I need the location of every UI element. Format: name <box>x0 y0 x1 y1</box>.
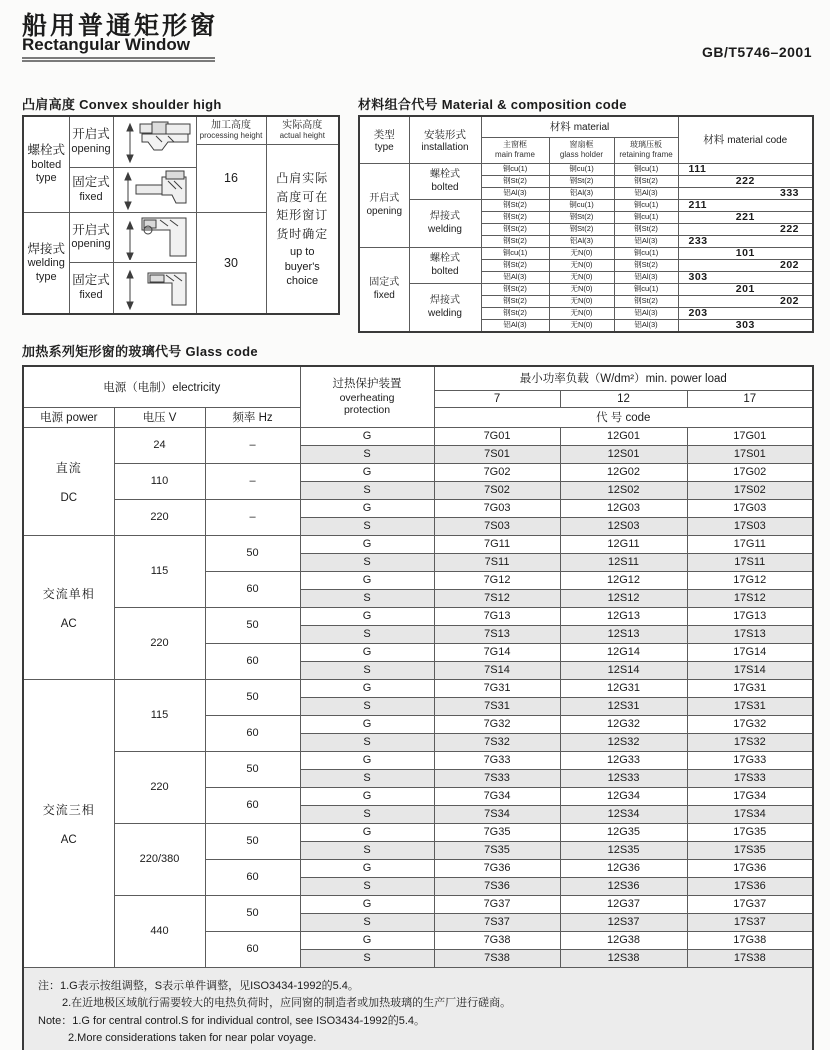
glass-code-12: 12G14 <box>560 643 687 661</box>
glass-code-7: 7G36 <box>434 859 560 877</box>
convex-table-caption: 凸肩高度 Convex shoulder high <box>22 97 222 112</box>
material-code-value: 303 <box>678 319 813 332</box>
glass-code-17: 17G33 <box>687 751 813 769</box>
min-power-load-header: 最小功率负载（W/dm²）min. power load <box>434 366 813 390</box>
glass-code-12: 12G34 <box>560 787 687 805</box>
glass-holder-material-cell: 无N(0) <box>549 271 614 283</box>
retaining-frame-material-cell: 铝Al(3) <box>614 319 678 332</box>
protection-value-cell: S <box>300 805 434 823</box>
electricity-header: 电源（电制）electricity <box>23 366 300 407</box>
protection-value-cell: G <box>300 823 434 841</box>
power-source-cell <box>23 427 114 535</box>
material-type-cell <box>359 163 409 247</box>
glass-code-17: 17G01 <box>687 427 813 445</box>
glass-code-17: 17G31 <box>687 679 813 697</box>
material-code-value: 203 <box>678 307 813 319</box>
install-label-en: bolted <box>431 266 459 277</box>
glass-code-7: 7S36 <box>434 877 560 895</box>
glass-holder-material-cell: 无N(0) <box>549 307 614 319</box>
material-code-value: 202 <box>678 259 813 271</box>
protection-value-cell: S <box>300 553 434 571</box>
glass-code-row <box>23 607 813 625</box>
glass-table-caption: 加热系列矩形窗的玻璃代号 Glass code <box>22 344 258 359</box>
voltage-value-cell: 440 <box>114 895 205 967</box>
main-frame-material-cell: 钢St(2) <box>481 235 549 247</box>
retaining-frame-material-cell: 铝Al(3) <box>614 235 678 247</box>
protection-value-cell: S <box>300 697 434 715</box>
protection-value-cell: S <box>300 589 434 607</box>
glass-code-17: 17G13 <box>687 607 813 625</box>
main-frame-material-cell: 铜cu(1) <box>481 247 549 259</box>
bolted-opening-cell: 开启式 opening <box>69 116 113 167</box>
glass-holder-material-cell: 钢St(2) <box>549 175 614 187</box>
retaining-frame-header: 玻璃压板 retaining frame <box>614 137 678 163</box>
protection-value-cell: G <box>300 895 434 913</box>
material-code-value: 233 <box>678 235 813 247</box>
glass-code-17: 17G12 <box>687 571 813 589</box>
type-header: 类型 type <box>359 116 409 163</box>
glass-code-7: 7S11 <box>434 553 560 571</box>
glass-code-12: 12G33 <box>560 751 687 769</box>
material-table-caption: 材料组合代号 Material & composition code <box>358 97 627 112</box>
glass-code-17: 17G38 <box>687 931 813 949</box>
glass-code-17: 17S03 <box>687 517 813 535</box>
glass-code-17: 17S38 <box>687 949 813 967</box>
actual-height-header: 实际高度 actual height <box>266 116 339 144</box>
glass-holder-material-cell: 无N(0) <box>549 259 614 271</box>
glass-code-17: 17S35 <box>687 841 813 859</box>
power-header: 电源 power <box>23 407 114 427</box>
glass-code-17: 17S12 <box>687 589 813 607</box>
install-label-cn: 焊接式 <box>430 210 460 222</box>
voltage-value-cell: 115 <box>114 679 205 751</box>
glass-code-12: 12S33 <box>560 769 687 787</box>
protection-value-cell: S <box>300 661 434 679</box>
main-frame-material-cell: 钢St(2) <box>481 295 549 307</box>
type-label-en: fixed <box>373 290 395 301</box>
main-frame-material-cell: 钢St(2) <box>481 259 549 271</box>
frequency-value-cell: 50 <box>205 895 300 931</box>
glass-code-12: 12S11 <box>560 553 687 571</box>
processing-height-welding-value: 30 <box>196 212 266 314</box>
bolted-label-en: bolted <box>31 158 62 171</box>
frequency-value-cell: 50 <box>205 751 300 787</box>
glass-code-7: 7S31 <box>434 697 560 715</box>
protection-value-cell: S <box>300 733 434 751</box>
welding-fixed-diagram <box>113 262 196 314</box>
glass-holder-material-cell: 无N(0) <box>549 295 614 307</box>
glass-code-12: 12G01 <box>560 427 687 445</box>
frequency-value-cell: 50 <box>205 607 300 643</box>
glass-code-7: 7G33 <box>434 751 560 769</box>
glass-code-7: 7S38 <box>434 949 560 967</box>
material-code-value: 111 <box>678 163 813 175</box>
glass-code-12: 12S02 <box>560 481 687 499</box>
glass-code-17: 17G02 <box>687 463 813 481</box>
frequency-value-cell: 60 <box>205 571 300 607</box>
glass-code-17: 17G36 <box>687 859 813 877</box>
main-frame-material-cell: 钢St(2) <box>481 307 549 319</box>
note-cn-1: 注：1.G表示按组调整，S表示单件调整，见ISO3434-1992的5.4。 <box>38 979 359 992</box>
glass-code-17: 17G35 <box>687 823 813 841</box>
glass-holder-material-cell: 铜cu(1) <box>549 199 614 211</box>
glass-code-17: 17S31 <box>687 697 813 715</box>
glass-code-12: 12G12 <box>560 571 687 589</box>
voltage-header: 电压 V <box>114 407 205 427</box>
load-12-header: 12 <box>560 390 687 407</box>
bolted-fixed-diagram <box>113 167 196 212</box>
protection-value-cell: G <box>300 859 434 877</box>
glass-code-7: 7G12 <box>434 571 560 589</box>
material-code-value: 222 <box>678 175 813 187</box>
frequency-value-cell: 60 <box>205 931 300 967</box>
material-code-value: 202 <box>678 295 813 307</box>
processing-height-bolted-value: 16 <box>196 144 266 212</box>
protection-value-cell: S <box>300 877 434 895</box>
glass-code-12: 12S01 <box>560 445 687 463</box>
glass-code-17: 17S34 <box>687 805 813 823</box>
material-install-cell <box>409 163 481 199</box>
protection-value-cell: S <box>300 769 434 787</box>
retaining-frame-material-cell: 铝Al(3) <box>614 187 678 199</box>
glass-code-12: 12G13 <box>560 607 687 625</box>
glass-code-12: 12S13 <box>560 625 687 643</box>
title-underline <box>22 57 215 62</box>
frequency-value-cell: 60 <box>205 787 300 823</box>
material-install-cell <box>409 283 481 332</box>
bolted-label-type: type <box>35 172 57 185</box>
power-source-cell <box>23 535 114 679</box>
glass-code-17: 17S36 <box>687 877 813 895</box>
glass-holder-material-cell: 钢St(2) <box>549 223 614 235</box>
glass-code-12: 12G31 <box>560 679 687 697</box>
frequency-value-cell: 60 <box>205 643 300 679</box>
convex-shoulder-table <box>22 115 340 315</box>
voltage-value-cell: 220 <box>114 499 205 535</box>
processing-height-header: 加工高度 processing height <box>196 116 266 144</box>
voltage-value-cell: 110 <box>114 463 205 499</box>
main-frame-material-cell: 钢St(2) <box>481 175 549 187</box>
main-frame-material-cell: 钢St(2) <box>481 223 549 235</box>
glass-code-7: 7S14 <box>434 661 560 679</box>
glass-code-7: 7S37 <box>434 913 560 931</box>
glass-code-12: 12S12 <box>560 589 687 607</box>
power-label-en: AC <box>60 617 77 630</box>
protection-value-cell: G <box>300 715 434 733</box>
glass-code-7: 7S13 <box>434 625 560 643</box>
protection-value-cell: G <box>300 499 434 517</box>
glass-code-row <box>23 499 813 517</box>
main-frame-material-cell: 钢St(2) <box>481 199 549 211</box>
glass-code-row <box>23 463 813 481</box>
glass-code-17: 17S32 <box>687 733 813 751</box>
material-install-cell <box>409 199 481 247</box>
frequency-value-cell: – <box>205 499 300 535</box>
glass-code-17: 17S02 <box>687 481 813 499</box>
frequency-value-cell: 50 <box>205 535 300 571</box>
glass-code-7: 7G37 <box>434 895 560 913</box>
protection-value-cell: G <box>300 751 434 769</box>
glass-code-12: 12S31 <box>560 697 687 715</box>
retaining-frame-material-cell: 铝Al(3) <box>614 271 678 283</box>
welding-fixed-cell: 固定式 fixed <box>69 262 113 314</box>
overheating-protection-header: 过热保护装置 overheating protection <box>300 366 434 427</box>
glass-code-7: 7S01 <box>434 445 560 463</box>
page-title-english: Rectangular Window <box>22 35 190 54</box>
power-label-en: AC <box>60 833 77 846</box>
material-row <box>359 283 813 295</box>
protection-value-cell: G <box>300 427 434 445</box>
glass-code-12: 12G36 <box>560 859 687 877</box>
glass-code-7: 7S12 <box>434 589 560 607</box>
glass-code-7: 7S03 <box>434 517 560 535</box>
protection-value-cell: G <box>300 535 434 553</box>
glass-holder-material-cell: 无N(0) <box>549 283 614 295</box>
material-code-header: 材料 material code <box>678 116 813 163</box>
glass-code-17: 17G34 <box>687 787 813 805</box>
install-label-cn: 螺栓式 <box>430 252 460 264</box>
glass-code-12: 12G32 <box>560 715 687 733</box>
glass-code-7: 7G35 <box>434 823 560 841</box>
glass-code-7: 7S33 <box>434 769 560 787</box>
notes-block <box>23 967 813 1050</box>
material-composition-table <box>358 115 814 333</box>
welding-type-cell: 焊接式 welding type <box>23 212 69 314</box>
bolted-opening-diagram <box>113 116 196 167</box>
retaining-frame-material-cell: 铜cu(1) <box>614 199 678 211</box>
glass-code-7: 7G32 <box>434 715 560 733</box>
material-code-value: 101 <box>678 247 813 259</box>
retaining-frame-material-cell: 铜cu(1) <box>614 163 678 175</box>
frequency-header: 频率 Hz <box>205 407 300 427</box>
glass-code-17: 17S37 <box>687 913 813 931</box>
standard-code: GB/T5746–2001 <box>701 44 812 60</box>
power-label-en: DC <box>60 491 78 504</box>
glass-code-17: 17G14 <box>687 643 813 661</box>
glass-code-7: 7G14 <box>434 643 560 661</box>
glass-code-row <box>23 679 813 697</box>
install-label-en: welding <box>428 308 462 319</box>
code-label-header: 代 号 code <box>434 407 813 427</box>
install-label-en: bolted <box>431 182 459 193</box>
glass-code-table <box>22 365 814 1050</box>
glass-code-17: 17G03 <box>687 499 813 517</box>
protection-value-cell: S <box>300 913 434 931</box>
main-frame-material-cell: 铜cu(1) <box>481 163 549 175</box>
glass-holder-material-cell: 无N(0) <box>549 319 614 332</box>
material-type-cell <box>359 247 409 332</box>
glass-code-17: 17G37 <box>687 895 813 913</box>
note-en-2: 2.More considerations taken for near polar voyage. <box>68 1032 317 1045</box>
glass-code-12: 12G11 <box>560 535 687 553</box>
frequency-value-cell: 60 <box>205 715 300 751</box>
protection-value-cell: G <box>300 931 434 949</box>
protection-value-cell: S <box>300 841 434 859</box>
load-7-header: 7 <box>434 390 560 407</box>
retaining-frame-material-cell: 铜cu(1) <box>614 283 678 295</box>
glass-code-12: 12G03 <box>560 499 687 517</box>
frequency-value-cell: – <box>205 427 300 463</box>
retaining-frame-material-cell: 钢St(2) <box>614 259 678 271</box>
frequency-value-cell: 50 <box>205 823 300 859</box>
glass-holder-header: 窗扇框 glass holder <box>549 137 614 163</box>
voltage-value-cell: 24 <box>114 427 205 463</box>
material-install-cell <box>409 247 481 283</box>
glass-code-row <box>23 427 813 445</box>
glass-holder-material-cell: 无N(0) <box>549 247 614 259</box>
power-source-cell <box>23 679 114 967</box>
protection-value-cell: G <box>300 787 434 805</box>
glass-code-12: 12G35 <box>560 823 687 841</box>
glass-code-12: 12S37 <box>560 913 687 931</box>
material-row <box>359 163 813 175</box>
install-label-cn: 螺栓式 <box>430 168 460 180</box>
glass-code-12: 12S35 <box>560 841 687 859</box>
glass-code-17: 17S11 <box>687 553 813 571</box>
protection-value-cell: S <box>300 625 434 643</box>
retaining-frame-material-cell: 铝Al(3) <box>614 307 678 319</box>
glass-code-12: 12S34 <box>560 805 687 823</box>
power-label-cn: 交流三相 <box>42 802 95 817</box>
glass-code-17: 17G11 <box>687 535 813 553</box>
glass-code-7: 7G31 <box>434 679 560 697</box>
glass-code-7: 7S34 <box>434 805 560 823</box>
main-frame-material-cell: 铝Al(3) <box>481 187 549 199</box>
install-label-cn: 焊接式 <box>430 294 460 306</box>
main-frame-header: 主窗框 main frame <box>481 137 549 163</box>
voltage-value-cell: 220 <box>114 751 205 823</box>
material-code-value: 222 <box>678 223 813 235</box>
protection-value-cell: G <box>300 571 434 589</box>
glass-code-12: 12S32 <box>560 733 687 751</box>
main-frame-material-cell: 钢St(2) <box>481 211 549 223</box>
bolted-type-cell <box>23 116 69 212</box>
glass-holder-material-cell: 铝Al(3) <box>549 235 614 247</box>
glass-holder-material-cell: 钢St(2) <box>549 211 614 223</box>
protection-value-cell: G <box>300 463 434 481</box>
glass-code-7: 7G34 <box>434 787 560 805</box>
protection-value-cell: S <box>300 517 434 535</box>
protection-value-cell: G <box>300 643 434 661</box>
glass-code-17: 17G32 <box>687 715 813 733</box>
glass-code-7: 7G38 <box>434 931 560 949</box>
page-title-chinese: 船用普通矩形窗 <box>22 12 219 40</box>
glass-code-7: 7G01 <box>434 427 560 445</box>
material-code-value: 221 <box>678 211 813 223</box>
voltage-value-cell: 115 <box>114 535 205 607</box>
install-label-en: welding <box>428 224 462 235</box>
material-row <box>359 247 813 259</box>
actual-height-value-cell: 凸肩实际高度可在矩形窗订货时确定 up to buyer's choice <box>266 144 339 314</box>
main-frame-material-cell: 铝Al(3) <box>481 319 549 332</box>
glass-code-17: 17S13 <box>687 625 813 643</box>
glass-code-12: 12S03 <box>560 517 687 535</box>
retaining-frame-material-cell: 钢St(2) <box>614 175 678 187</box>
glass-code-12: 12G02 <box>560 463 687 481</box>
retaining-frame-material-cell: 钢St(2) <box>614 295 678 307</box>
glass-code-7: 7S02 <box>434 481 560 499</box>
power-label-cn: 交流单相 <box>42 586 95 601</box>
glass-code-12: 12S14 <box>560 661 687 679</box>
main-frame-material-cell: 钢St(2) <box>481 283 549 295</box>
glass-code-17: 17S14 <box>687 661 813 679</box>
type-label-cn: 固定式 <box>369 276 400 288</box>
protection-value-cell: G <box>300 607 434 625</box>
protection-value-cell: G <box>300 679 434 697</box>
retaining-frame-material-cell: 铜cu(1) <box>614 247 678 259</box>
protection-value-cell: S <box>300 949 434 967</box>
note-en-1: Note：1.G for central control.S for individual control, see ISO3434-1992的5.4。 <box>38 1014 426 1027</box>
bolted-fixed-cell: 固定式 fixed <box>69 167 113 212</box>
glass-holder-material-cell: 铜cu(1) <box>549 163 614 175</box>
glass-code-7: 7S32 <box>434 733 560 751</box>
glass-code-row <box>23 823 813 841</box>
material-header: 材料 material <box>481 116 678 137</box>
bolted-label-cn: 螺栓式 <box>27 143 65 158</box>
frequency-value-cell: 50 <box>205 679 300 715</box>
type-label-cn: 开启式 <box>369 192 400 204</box>
installation-header: 安装形式 installation <box>409 116 481 163</box>
load-17-header: 17 <box>687 390 813 407</box>
glass-code-12: 12G37 <box>560 895 687 913</box>
glass-code-17: 17S33 <box>687 769 813 787</box>
welding-opening-diagram <box>113 212 196 262</box>
protection-value-cell: S <box>300 481 434 499</box>
main-frame-material-cell: 铝Al(3) <box>481 271 549 283</box>
frequency-value-cell: 60 <box>205 859 300 895</box>
retaining-frame-material-cell: 铜cu(1) <box>614 211 678 223</box>
type-label-en: opening <box>366 206 403 217</box>
glass-holder-material-cell: 铝Al(3) <box>549 187 614 199</box>
material-code-value: 303 <box>678 271 813 283</box>
glass-code-7: 7S35 <box>434 841 560 859</box>
material-code-value: 211 <box>678 199 813 211</box>
glass-code-row <box>23 751 813 769</box>
frequency-value-cell: – <box>205 463 300 499</box>
retaining-frame-material-cell: 钢St(2) <box>614 223 678 235</box>
glass-code-12: 12G38 <box>560 931 687 949</box>
glass-code-7: 7G11 <box>434 535 560 553</box>
voltage-value-cell: 220/380 <box>114 823 205 895</box>
glass-code-7: 7G13 <box>434 607 560 625</box>
glass-code-7: 7G02 <box>434 463 560 481</box>
glass-code-12: 12S36 <box>560 877 687 895</box>
note-cn-2: 2.在近地极区域航行需要较大的电热负荷时，应同窗的制造者或加热玻璃的生产厂进行磋商。 <box>62 997 512 1010</box>
protection-value-cell: S <box>300 445 434 463</box>
power-label-cn: 直流 <box>55 460 82 475</box>
welding-opening-cell: 开启式 opening <box>69 212 113 262</box>
material-code-value: 201 <box>678 283 813 295</box>
material-code-value: 333 <box>678 187 813 199</box>
glass-code-12: 12S38 <box>560 949 687 967</box>
glass-code-17: 17S01 <box>687 445 813 463</box>
voltage-value-cell: 220 <box>114 607 205 679</box>
material-row <box>359 199 813 211</box>
glass-code-row <box>23 535 813 553</box>
glass-code-row <box>23 895 813 913</box>
glass-code-7: 7G03 <box>434 499 560 517</box>
